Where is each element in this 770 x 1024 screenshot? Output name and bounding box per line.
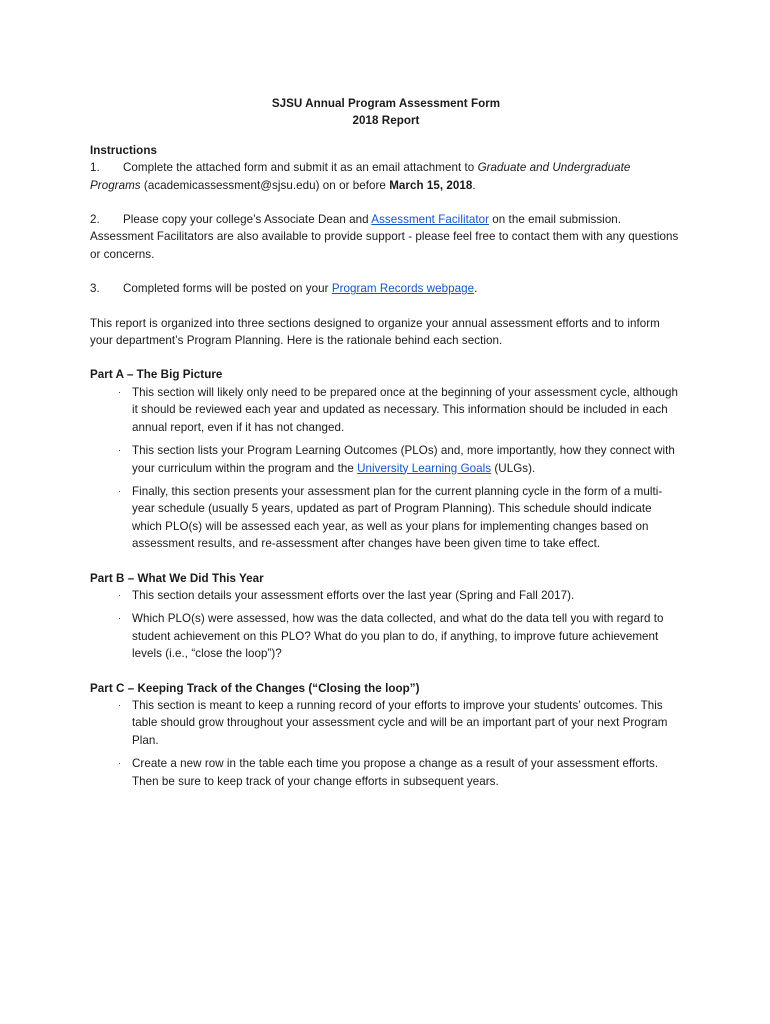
program-records-link[interactable]: Program Records webpage: [331, 282, 475, 296]
assessment-facilitator-link[interactable]: Assessment Facilitator: [371, 213, 490, 227]
instruction-item-3: [90, 280, 682, 297]
part-b-list: [90, 587, 682, 663]
instruction-3-text-b: .: [474, 282, 478, 296]
part-b-bullet-1-text: This section details your assessment efforts over the last year (Spring and Fall 2017).: [132, 588, 575, 602]
instruction-1-recipient: Graduate and Undergraduate Programs: [90, 161, 631, 192]
bullet-icon: ·: [118, 485, 122, 496]
part-a-bullet-3-text: Finally, this section presents your assessment plan for the current planning cycle in the form of a multi-year schedule (usually 5 years, updated as part of Program Planning). This schedule should indicate which PLO(s) will be assessed each year, as well as your plans for implementing changes based on assessment results, and re-assessment after changes have been given time to take effect.: [132, 484, 663, 551]
instruction-2-text-a: Please copy your college’s Associate Dean and: [123, 213, 372, 227]
instruction-item-1: [90, 159, 682, 194]
instruction-3-text-a: Completed forms will be posted on your: [123, 282, 332, 296]
part-c-bullet-2: [118, 755, 682, 790]
instruction-number-2: 2.: [90, 213, 100, 227]
university-learning-goals-link[interactable]: University Learning Goals: [357, 461, 492, 475]
part-b-bullet-1: [118, 587, 682, 604]
part-b-heading: Part B – What We Did This Year: [90, 571, 264, 585]
part-c-bullet-1: [118, 697, 682, 749]
part-c-heading: Part C – Keeping Track of the Changes (“Closing the loop”): [90, 681, 420, 695]
report-intro: This report is organized into three sections designed to organize your annual assessment efforts and to inform your department’s Program Planning. Here is the rationale behind each section.: [90, 316, 660, 348]
part-b-bullet-2-text: Which PLO(s) were assessed, how was the data collected, and what do the data tell you with regard to student achievement on this PLO? What do you plan to do, if anything, to improve future achievement levels (i.e., “close the loop”)?: [132, 612, 664, 661]
submission-deadline: March 15, 2018: [389, 178, 473, 192]
bullet-icon: ·: [118, 613, 122, 624]
report-year: 2018 Report: [352, 114, 420, 128]
document-body: [90, 95, 682, 790]
part-b-bullet-2: [118, 610, 682, 662]
part-c-bullet-1-text: This section is meant to keep a running record of your efforts to improve your students’ outcomes. This table should grow throughout your assessment cycle and will be an important part of your next Program Plan.: [132, 698, 668, 747]
part-a-list: [90, 384, 682, 553]
bullet-icon: ·: [118, 758, 122, 769]
part-c-list: [90, 697, 682, 790]
bullet-icon: ·: [118, 445, 122, 456]
part-a-bullet-1: [118, 384, 682, 436]
bullet-icon: ·: [118, 386, 122, 397]
part-a-heading: Part A – The Big Picture: [90, 368, 223, 382]
part-a-bullet-1-text: This section will likely only need to be prepared once at the beginning of your assessment cycle, although it should be reviewed each year and updated as necessary. This information should be included in each annual report, even if it has not changed.: [132, 385, 679, 434]
bullet-icon: ·: [118, 699, 122, 710]
part-a-bullet-3: [118, 483, 682, 553]
instruction-1-text-b: (academicassessment@sjsu.edu) on or before: [140, 178, 390, 192]
bullet-icon: ·: [118, 589, 122, 600]
part-a-bullet-2-suffix: (ULGs).: [491, 461, 536, 475]
part-c-bullet-2-text: Create a new row in the table each time you propose a change as a result of your assessment efforts. Then be sure to keep track of your change efforts in subsequent years.: [132, 757, 659, 788]
instructions-heading: Instructions: [90, 143, 157, 157]
instruction-1-text-c: .: [472, 178, 476, 192]
instruction-2-text-b: on the email submission. Assessment Facilitators are also available to provide support - please feel free to contact them with any questions or concerns.: [90, 213, 679, 261]
instruction-number-1: 1.: [90, 161, 100, 175]
instruction-item-2: [90, 211, 682, 263]
part-a-bullet-2: [118, 442, 682, 477]
instruction-1-text-a: Complete the attached form and submit it as an email attachment to: [123, 161, 478, 175]
instruction-number-3: 3.: [90, 282, 100, 296]
part-a-bullet-2-text: This section lists your Program Learning Outcomes (PLOs) and, more importantly, how they connect with your curriculum within the program and the: [132, 444, 675, 475]
form-title: SJSU Annual Program Assessment Form: [271, 97, 501, 110]
